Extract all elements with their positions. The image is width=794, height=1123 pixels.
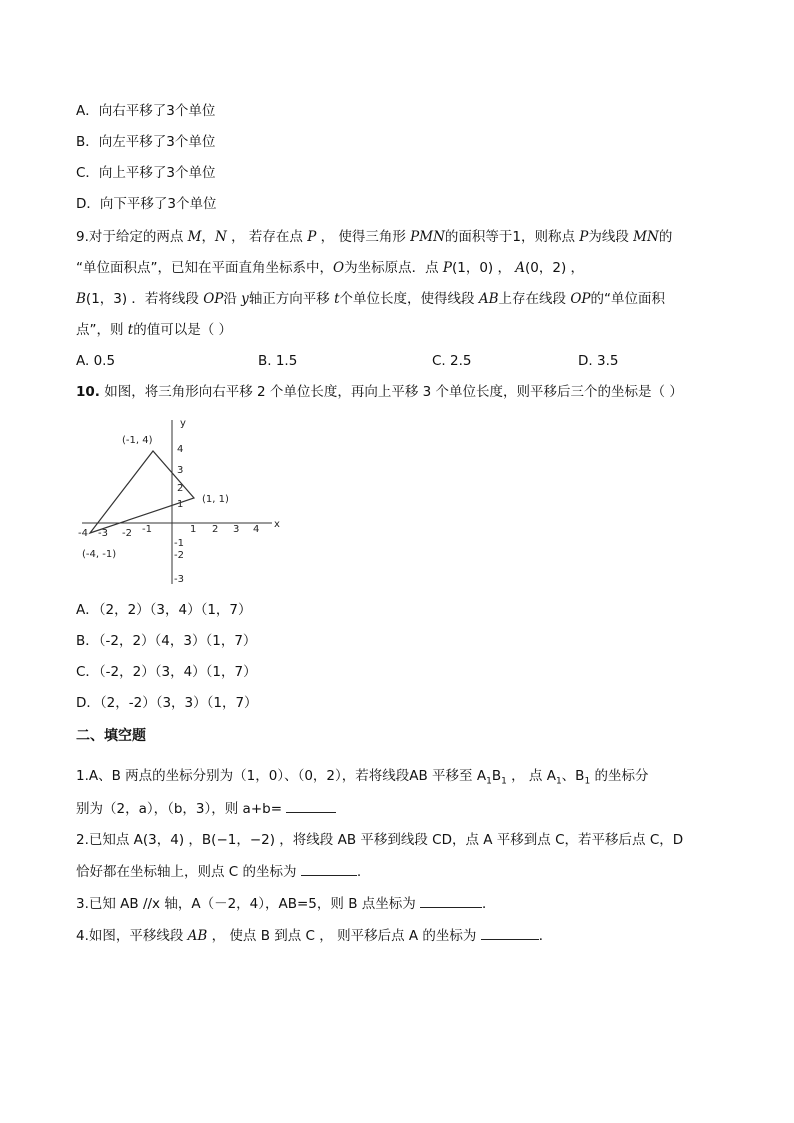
x-axis-label: x [274,519,280,530]
x-tick-label: 2 [212,524,219,535]
subscript: 1 [486,776,492,787]
subscript: 1 [501,776,507,787]
q9-text: ， 使得三角形 [316,229,411,245]
q9-text: 的 [658,229,673,245]
math-var: t [127,322,134,338]
x-tick-label: 4 [253,524,260,535]
answer-blank[interactable] [301,861,357,876]
x-tick-label: -1 [142,524,152,535]
math-var: M [187,229,202,245]
math-var: N [215,229,227,245]
math-var: AB [478,291,499,307]
fill-q2-end: . [356,864,362,880]
math-var: MN [633,229,659,245]
q9-options [76,351,618,371]
y-tick-label: 1 [177,499,184,510]
vertex-label-bottom: (-4, -1) [82,549,117,560]
q9-text: (0，2) ， [525,260,585,276]
q9-text: 上存在线段 [498,291,571,307]
fill-q4-end: ． [538,928,553,944]
q9-text: 点”，则 [76,322,128,338]
fill-q3-text: 3.已知 AB //x 轴，A（－2，4），AB=5，则 B 点坐标为 [76,896,421,912]
q8-option-c: C．向上平移了3个单位 [76,165,216,181]
math-var: AB [187,928,208,944]
math-var: P [307,229,317,245]
math-var: P [442,260,452,276]
q9-text: 轴正方向平移 [248,291,335,307]
x-tick-label: -4 [78,528,88,539]
q9-text: 沿 [223,291,242,307]
math-var: OP [570,291,591,307]
q9-text: 为坐标原点．点 [344,260,443,276]
q9-text: ， [201,229,215,245]
q10-option-a: A．（2，2）（3，4）（1，7） [76,602,252,618]
answer-blank[interactable] [420,893,482,908]
fill-q4 [76,925,552,946]
math-var: OP [203,291,224,307]
y-axis-label: y [180,418,186,429]
math-var: t [334,291,340,307]
q9-text: (1，3) ．若将线段 [85,291,204,307]
vertex-label-top: (-1, 4) [122,435,153,446]
q10-option-d: D．（2，-2）（3，3）（1，7） [76,695,258,711]
q8-option-b: B．向左平移了3个单位 [76,134,216,150]
answer-blank[interactable] [286,798,336,813]
y-tick-label: 2 [177,483,184,494]
fill-q1-line-2 [76,798,336,819]
math-var: O [333,260,345,276]
fill-q1-text: 1.A、B 两点的坐标分别为（1，0）、（0，2），若将线段AB 平移至 A [76,768,487,784]
y-tick-label: -2 [174,550,184,561]
x-tick-label: -2 [122,528,132,539]
y-tick-label: -3 [174,574,184,585]
q9-text: 的面积等于1，则称点 [444,229,580,245]
fill-q1-text: 的坐标分 [590,768,649,784]
q8-option-a: A．向右平移了3个单位 [76,103,216,119]
q9-text: “单位面积点”，已知在平面直角坐标系中， [76,260,333,276]
q9-text: (1，0) ， [451,260,516,276]
q9-option-b: B. 1.5 [258,353,298,369]
y-tick-label: -1 [174,538,184,549]
fill-q1-text: ， 点 A [506,768,556,784]
subscript: 1 [584,776,591,787]
q9-line-3 [76,289,665,309]
x-tick-label: -3 [98,528,108,539]
fill-q3-end: ． [482,896,496,912]
fill-q3 [76,893,496,914]
fill-q2-line-2 [76,861,361,882]
math-var: PMN [410,229,445,245]
subscript: 1 [555,776,562,787]
q9-option-d: D. 3.5 [578,353,619,369]
y-tick-label: 3 [177,465,184,476]
q9-line-2 [76,258,584,278]
fill-q1-text: 别为（2，a），（b，3），则 a+b= [76,801,287,817]
q9-option-a: A. 0.5 [76,353,116,369]
q10-text: 如图，将三角形向右平移 2 个单位长度，再向上平移 3 个单位长度，则平移后三个的坐标是（ ） [99,384,683,400]
q10-number: 10. [76,384,100,400]
math-var: A [515,260,526,276]
fill-q4-text: 4.如图，平移线段 [76,928,188,944]
q8-option-d: D．向下平移了3个单位 [76,196,217,212]
vertex-label-right: (1, 1) [202,494,229,505]
coordinate-figure [76,412,286,592]
q9-text: 个单位长度，使得线段 [339,291,479,307]
fill-q1-line-1 [76,766,648,792]
x-tick-label: 3 [233,524,240,535]
math-var: B [76,291,86,307]
fill-q2-line-1: 2.已知点 A(3，4) ，B(−1，−2) ，将线段 AB 平移到线段 CD，点 A 平移到点 C，若平移后点 C，D [76,832,684,848]
q9-text: 9.对于给定的两点 [76,229,188,245]
math-var: y [241,291,249,307]
section-title: 二、填空题 [76,728,146,744]
answer-blank[interactable] [481,925,539,940]
q9-text: 的“单位面积 [590,291,665,307]
q10-option-c: C．（-2，2）（3，4）（1，7） [76,664,257,680]
fill-q1-text: B [491,768,502,784]
q9-option-c: C. 2.5 [432,353,472,369]
q10-option-b: B．（-2，2）（4，3）（1，7） [76,633,257,649]
q9-text: 为线段 [588,229,634,245]
y-tick-label: 4 [177,444,184,455]
q9-text: 的值可以是（ ） [133,322,233,338]
q9-text: ， 若存在点 [226,229,308,245]
q9-line-1 [76,227,672,247]
q9-line-4 [76,320,232,340]
fill-q4-text: ， 使点 B 到点 C ， 则平移后点 A 的坐标为 [207,928,481,944]
fill-q2-text: 恰好都在坐标轴上，则点 C 的坐标为 [76,864,301,880]
q10-stem [76,382,683,402]
math-var: P [579,229,589,245]
fill-q1-text: 、B [561,768,585,784]
x-tick-label: 1 [190,524,197,535]
